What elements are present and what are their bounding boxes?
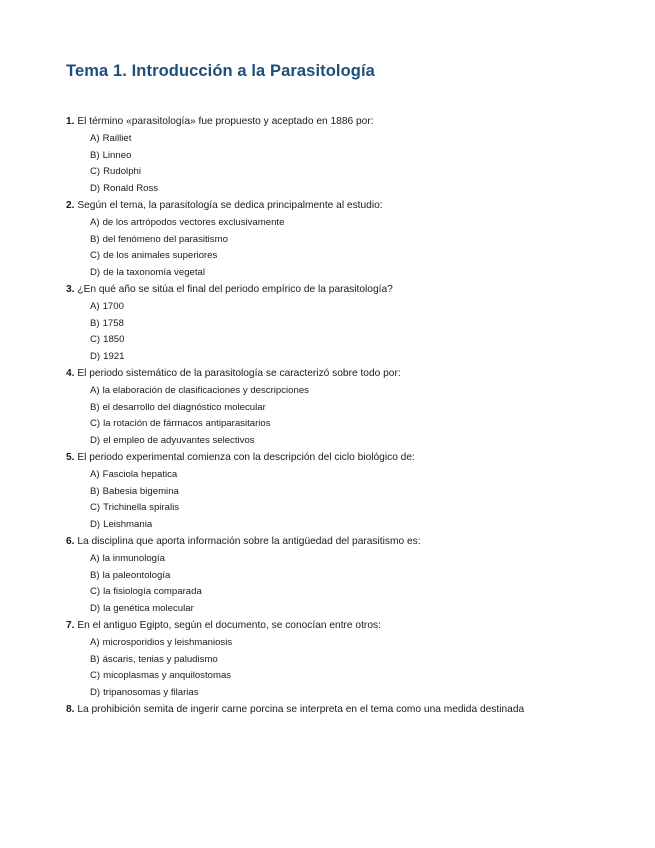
option-letter: C) — [90, 334, 101, 346]
question-stem — [66, 114, 626, 131]
option-letter: A) — [90, 300, 100, 312]
question-stem — [66, 702, 626, 719]
question-stem — [66, 618, 626, 635]
option-text: el desarrollo del diagnóstico molecular — [102, 401, 266, 413]
question-text: El periodo sistemático de la parasitología se caracterizó sobre todo por: — [77, 367, 401, 379]
option-letter: A) — [90, 468, 100, 480]
answer-options — [66, 635, 626, 702]
answer-options — [66, 467, 626, 534]
question-number: 8. — [66, 703, 75, 715]
answer-option — [66, 232, 626, 249]
question-text: La prohibición semita de ingerir carne porcina se interpreta en el tema como una medida destinada — [77, 703, 525, 715]
option-letter: A) — [90, 384, 100, 396]
option-text: la paleontología — [102, 569, 171, 581]
answer-option — [66, 568, 626, 585]
answer-option — [66, 484, 626, 501]
answer-option — [66, 181, 626, 198]
option-text: la genética molecular — [103, 603, 194, 615]
option-letter: D) — [90, 435, 101, 447]
option-text: 1700 — [102, 300, 124, 312]
answer-option — [66, 551, 626, 568]
answer-options — [66, 299, 626, 366]
question-text: El periodo experimental comienza con la descripción del ciclo biológico de: — [77, 451, 415, 463]
option-text: Babesia bigemina — [102, 485, 179, 497]
answer-option — [66, 316, 626, 333]
question-4 — [66, 366, 626, 450]
question-number: 1. — [66, 116, 75, 127]
option-text: áscaris, tenias y paludismo — [102, 653, 218, 665]
answer-option — [66, 652, 626, 669]
answer-option — [66, 416, 626, 433]
question-number: 3. — [66, 283, 75, 295]
question-stem — [66, 198, 626, 215]
question-1 — [66, 114, 626, 198]
option-text: 1921 — [103, 351, 125, 363]
answer-options — [66, 215, 626, 282]
option-text: 1758 — [102, 317, 124, 329]
option-letter: A) — [90, 552, 100, 564]
option-letter: C) — [90, 586, 101, 598]
answer-options — [66, 131, 626, 198]
option-letter: B) — [90, 569, 100, 581]
question-number: 5. — [66, 451, 75, 463]
question-number: 6. — [66, 535, 75, 547]
option-text: Fasciola hepatica — [102, 468, 178, 480]
question-stem — [66, 450, 626, 467]
option-text: Leishmania — [103, 519, 153, 531]
option-text: Trichinella spiralis — [103, 502, 180, 514]
option-letter: B) — [90, 401, 100, 413]
answer-option — [66, 584, 626, 601]
question-stem — [66, 366, 626, 383]
question-5 — [66, 450, 626, 534]
answer-option — [66, 383, 626, 400]
answer-option — [66, 433, 626, 450]
answer-option — [66, 467, 626, 484]
option-letter: A) — [90, 216, 100, 228]
option-letter: B) — [90, 317, 100, 329]
question-number: 4. — [66, 367, 75, 379]
option-text: de los artrópodos vectores exclusivamente — [102, 216, 285, 228]
answer-option — [66, 148, 626, 165]
question-stem — [66, 282, 626, 299]
option-letter: C) — [90, 670, 101, 682]
option-text: micoplasmas y anquilostomas — [103, 670, 232, 682]
answer-option — [66, 400, 626, 417]
option-text: del fenómeno del parasitismo — [102, 233, 228, 245]
option-text: Railliet — [102, 132, 132, 144]
option-letter: D) — [90, 687, 101, 699]
answer-option — [66, 164, 626, 181]
option-letter: D) — [90, 351, 101, 363]
option-text: microsporidios y leishmaniosis — [102, 636, 233, 648]
question-text: Según el tema, la parasitología se dedica principalmente al estudio: — [77, 199, 383, 211]
question-3 — [66, 282, 626, 366]
option-letter: A) — [90, 132, 100, 144]
answer-option — [66, 265, 626, 282]
option-letter: C) — [90, 418, 101, 430]
question-stem — [66, 534, 626, 551]
option-text: de la taxonomía vegetal — [103, 267, 205, 279]
option-letter: C) — [90, 502, 101, 514]
option-text: la inmunología — [102, 552, 165, 564]
answer-option — [66, 635, 626, 652]
page-title: Tema 1. Introducción a la Parasitología — [66, 62, 375, 80]
option-text: Ronald Ross — [103, 183, 159, 195]
question-text: ¿En qué año se sitúa el final del periodo empírico de la parasitología? — [77, 283, 393, 295]
option-text: tripanosomas y filarias — [103, 687, 199, 699]
answer-options — [66, 383, 626, 450]
option-letter: D) — [90, 519, 101, 531]
question-8 — [66, 702, 626, 719]
answer-option — [66, 668, 626, 685]
option-letter: C) — [90, 166, 101, 178]
question-2 — [66, 198, 626, 282]
answer-option — [66, 517, 626, 534]
option-text: Linneo — [102, 149, 132, 161]
question-text: En el antiguo Egipto, según el documento, se conocían entre otros: — [77, 619, 381, 631]
question-list — [66, 114, 626, 719]
option-letter: D) — [90, 603, 101, 615]
question-text: El término «parasitología» fue propuesto y aceptado en 1886 por: — [77, 116, 374, 127]
option-text: la rotación de fármacos antiparasitarios — [103, 418, 271, 430]
answer-option — [66, 332, 626, 349]
answer-option — [66, 299, 626, 316]
option-text: la elaboración de clasificaciones y descripciones — [102, 384, 309, 396]
option-letter: D) — [90, 183, 101, 195]
answer-option — [66, 131, 626, 148]
question-6 — [66, 534, 626, 618]
question-number: 7. — [66, 619, 75, 631]
answer-option — [66, 215, 626, 232]
option-text: el empleo de adyuvantes selectivos — [103, 435, 255, 447]
option-letter: B) — [90, 149, 100, 161]
question-number: 2. — [66, 199, 75, 211]
answer-options — [66, 551, 626, 618]
question-7 — [66, 618, 626, 702]
option-letter: B) — [90, 485, 100, 497]
option-text: la fisiología comparada — [103, 586, 202, 598]
option-letter: C) — [90, 250, 101, 262]
option-text: de los animales superiores — [103, 250, 218, 262]
answer-option — [66, 500, 626, 517]
answer-option — [66, 601, 626, 618]
option-letter: B) — [90, 653, 100, 665]
option-letter: D) — [90, 267, 101, 279]
answer-option — [66, 248, 626, 265]
option-text: Rudolphi — [103, 166, 141, 178]
option-letter: B) — [90, 233, 100, 245]
answer-option — [66, 349, 626, 366]
option-text: 1850 — [103, 334, 125, 346]
option-letter: A) — [90, 636, 100, 648]
question-text: La disciplina que aporta información sobre la antigüedad del parasitismo es: — [77, 535, 421, 547]
answer-option — [66, 685, 626, 702]
